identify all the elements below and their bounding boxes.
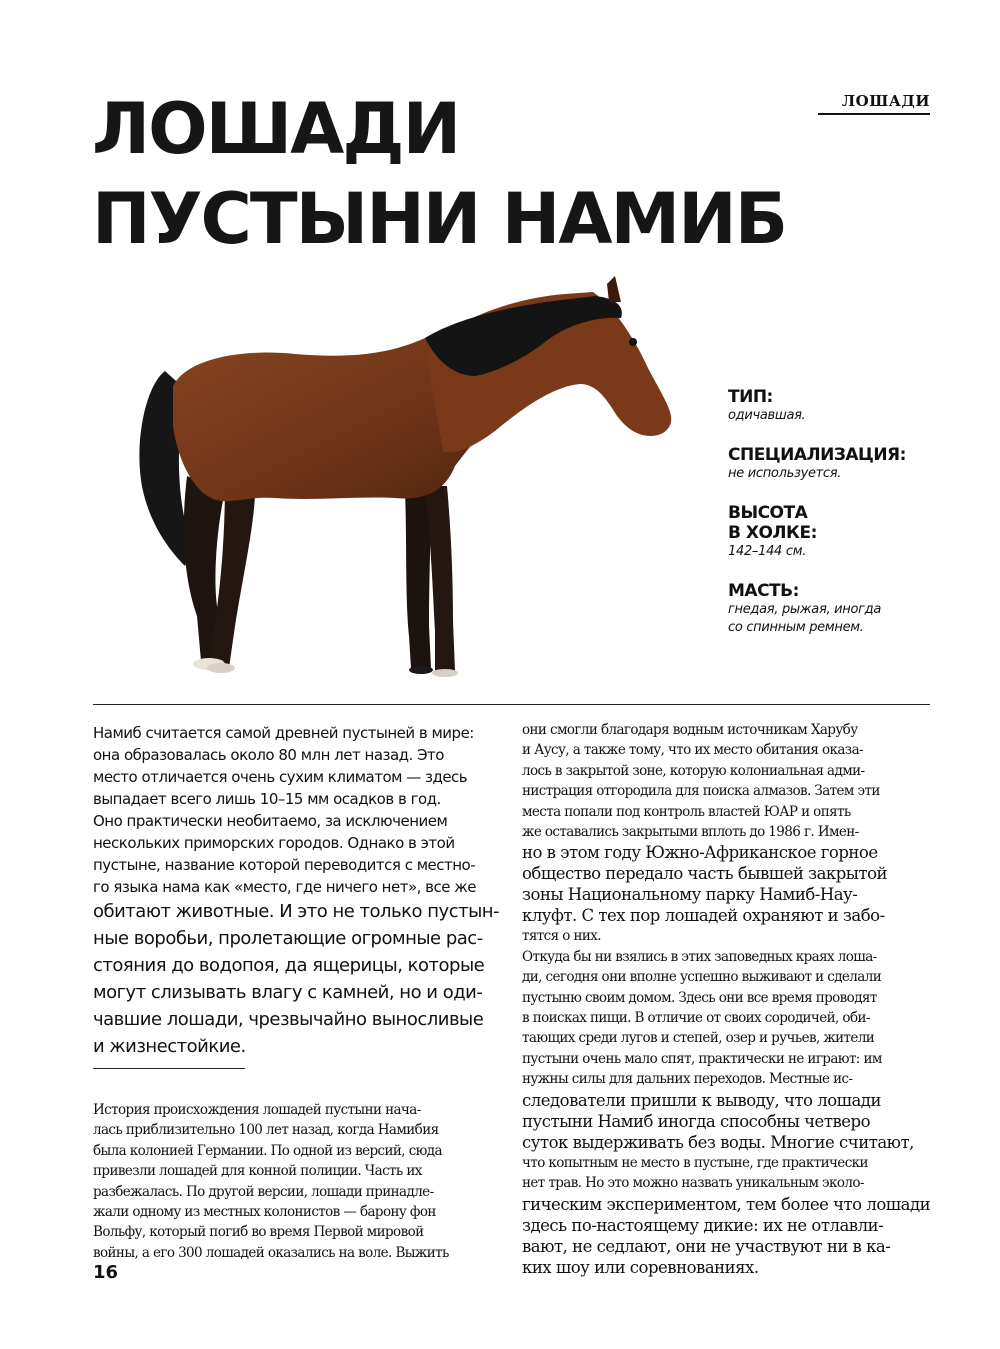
body-line: тятся о них. <box>522 928 601 945</box>
body-line: зоны Национальному парку Намиб-Нау- <box>522 885 858 905</box>
fact-color <box>728 581 938 637</box>
fact-value: 142–144 см. <box>728 544 807 559</box>
body-line: здесь по-настоящему дикие: их не отлавли- <box>522 1215 884 1235</box>
body-line: жали одному из местных колонистов — барону фон <box>93 1204 436 1221</box>
body-line: но в этом году Южно-Африканское горное <box>522 843 878 863</box>
lead-line: место отличается очень сухим климатом — здесь <box>93 768 468 786</box>
body-line: пустыню своим домом. Здесь они все время проводят <box>522 989 877 1006</box>
body-column-left <box>93 1100 503 1263</box>
lead-line: и жизнестойкие. <box>93 1036 246 1057</box>
body-line: разбежалась. По другой версии, лошади принадле- <box>93 1183 434 1200</box>
fact-label: ВЫСОТА <box>728 503 808 523</box>
body-line: ких шоу или соревнованиях. <box>522 1257 759 1277</box>
fact-specialization <box>728 445 938 483</box>
section-label: ЛОШАДИ <box>818 92 930 115</box>
lead-line: нескольких приморских городов. Однако в этой <box>93 834 455 852</box>
lead-line: обитают животные. И это не только пустын- <box>93 901 500 922</box>
body-line: суток выдерживать без воды. Многие считают, <box>522 1132 914 1152</box>
body-line: нет трав. Но это можно назвать уникальным эколо- <box>522 1175 864 1192</box>
fact-value: не используется. <box>728 466 842 481</box>
lead-divider <box>93 1068 245 1069</box>
fact-value: гнедая, рыжая, иногда <box>728 602 882 617</box>
body-line: общество передало часть бывшей закрытой <box>522 864 888 884</box>
body-line: следователи пришли к выводу, что лошади <box>522 1090 881 1110</box>
body-line: История происхождения лошадей пустыни нача- <box>93 1102 421 1118</box>
lead-paragraph <box>93 722 499 1060</box>
body-line: ди, сегодня они вполне успешно выживают и сделали <box>522 969 882 986</box>
fact-value: одичавшая. <box>728 408 806 423</box>
divider <box>93 704 930 705</box>
body-line: же оставались закрытыми вплоть до 1986 г. Имен- <box>522 824 859 841</box>
body-line: клуфт. С тех пор лошадей охраняют и забо- <box>522 906 885 926</box>
lead-line: выпадает всего лишь 10–15 мм осадков в год. <box>93 790 441 808</box>
fact-label: МАСТЬ: <box>728 581 799 601</box>
body-column-right <box>522 720 932 1278</box>
lead-line: го языка нама как «место, где ничего нет», все же <box>93 878 476 896</box>
body-line: что копытным не место в пустыне, где практически <box>522 1154 868 1171</box>
title-line: ЛОШАДИ <box>92 88 460 170</box>
lead-line: могут слизывать влагу с камней, но и оди- <box>93 982 483 1003</box>
body-line: пустыни очень мало спят, практически не играют: им <box>522 1050 882 1067</box>
lead-line: Оно практически необитаемо, за исключением <box>93 812 448 830</box>
page-number: 16 <box>93 1262 119 1283</box>
horse-eye <box>629 338 637 346</box>
fact-label: В ХОЛКЕ: <box>728 523 817 543</box>
body-line: нужны силы для дальних переходов. Местные ис- <box>522 1071 853 1088</box>
body-line: места попали под контроль властей ЮАР и опять <box>522 803 851 820</box>
body-line: Вольфу, который погиб во время Первой мировой <box>93 1224 424 1241</box>
lead-line: чавшие лошади, чрезвычайно выносливые <box>93 1009 484 1030</box>
body-line: тающих среди лугов и степей, озер и ручьев, жители <box>522 1030 875 1047</box>
body-line: гическим экспериментом, тем более что лошади <box>522 1194 931 1214</box>
horse-photo <box>125 276 685 686</box>
body-line: и Аусу, а также тому, что их место обитания оказа- <box>522 742 863 759</box>
fact-height <box>728 503 938 561</box>
body-line: они смогли благодаря водным источникам Харубу <box>522 722 858 738</box>
body-line: войны, а его 300 лошадей оказались на воле. Выжить <box>93 1244 449 1261</box>
lead-line: стояния до водопоя, да ящерицы, которые <box>93 955 485 976</box>
horse-front-leg <box>405 491 431 668</box>
body-line: лась приблизительно 100 лет назад, когда Намибия <box>93 1122 439 1139</box>
body-line: пустыни Намиб иногда способны четверо <box>522 1111 871 1131</box>
horse-ear <box>607 276 621 302</box>
lead-line: ные воробьи, пролетающие огромные рас- <box>93 928 483 949</box>
body-line: нистрация отгородила для поиска алмазов. Затем эти <box>522 783 880 800</box>
facts-panel <box>728 387 938 657</box>
body-line: привезли лошадей для конной полиции. Часть их <box>93 1163 422 1180</box>
body-line: в поисках пищи. В отличие от своих сородичей, оби- <box>522 1010 870 1027</box>
fact-type <box>728 387 938 425</box>
fact-label: СПЕЦИАЛИЗАЦИЯ: <box>728 445 906 465</box>
fact-label: ТИП: <box>728 387 773 407</box>
body-line: лось в закрытой зоне, которую колониальная адми- <box>522 762 865 779</box>
title-line: ПУСТЫНИ НАМИБ <box>92 178 787 260</box>
body-line: вают, не седлают, они не участвуют ни в ка- <box>522 1236 891 1256</box>
page-title <box>92 84 786 264</box>
lead-line: Намиб считается самой древней пустыней в мире: <box>93 724 474 742</box>
lead-line: она образовалась около 80 млн лет назад. Это <box>93 746 444 764</box>
body-line: Откуда бы ни взялись в этих заповедных краях лоша- <box>522 948 877 965</box>
body-line: была колонией Германии. По одной из версий, сюда <box>93 1142 442 1159</box>
fact-value: со спинным ремнем. <box>728 620 864 635</box>
lead-line: пустыне, название которой переводится с местно- <box>93 856 476 874</box>
